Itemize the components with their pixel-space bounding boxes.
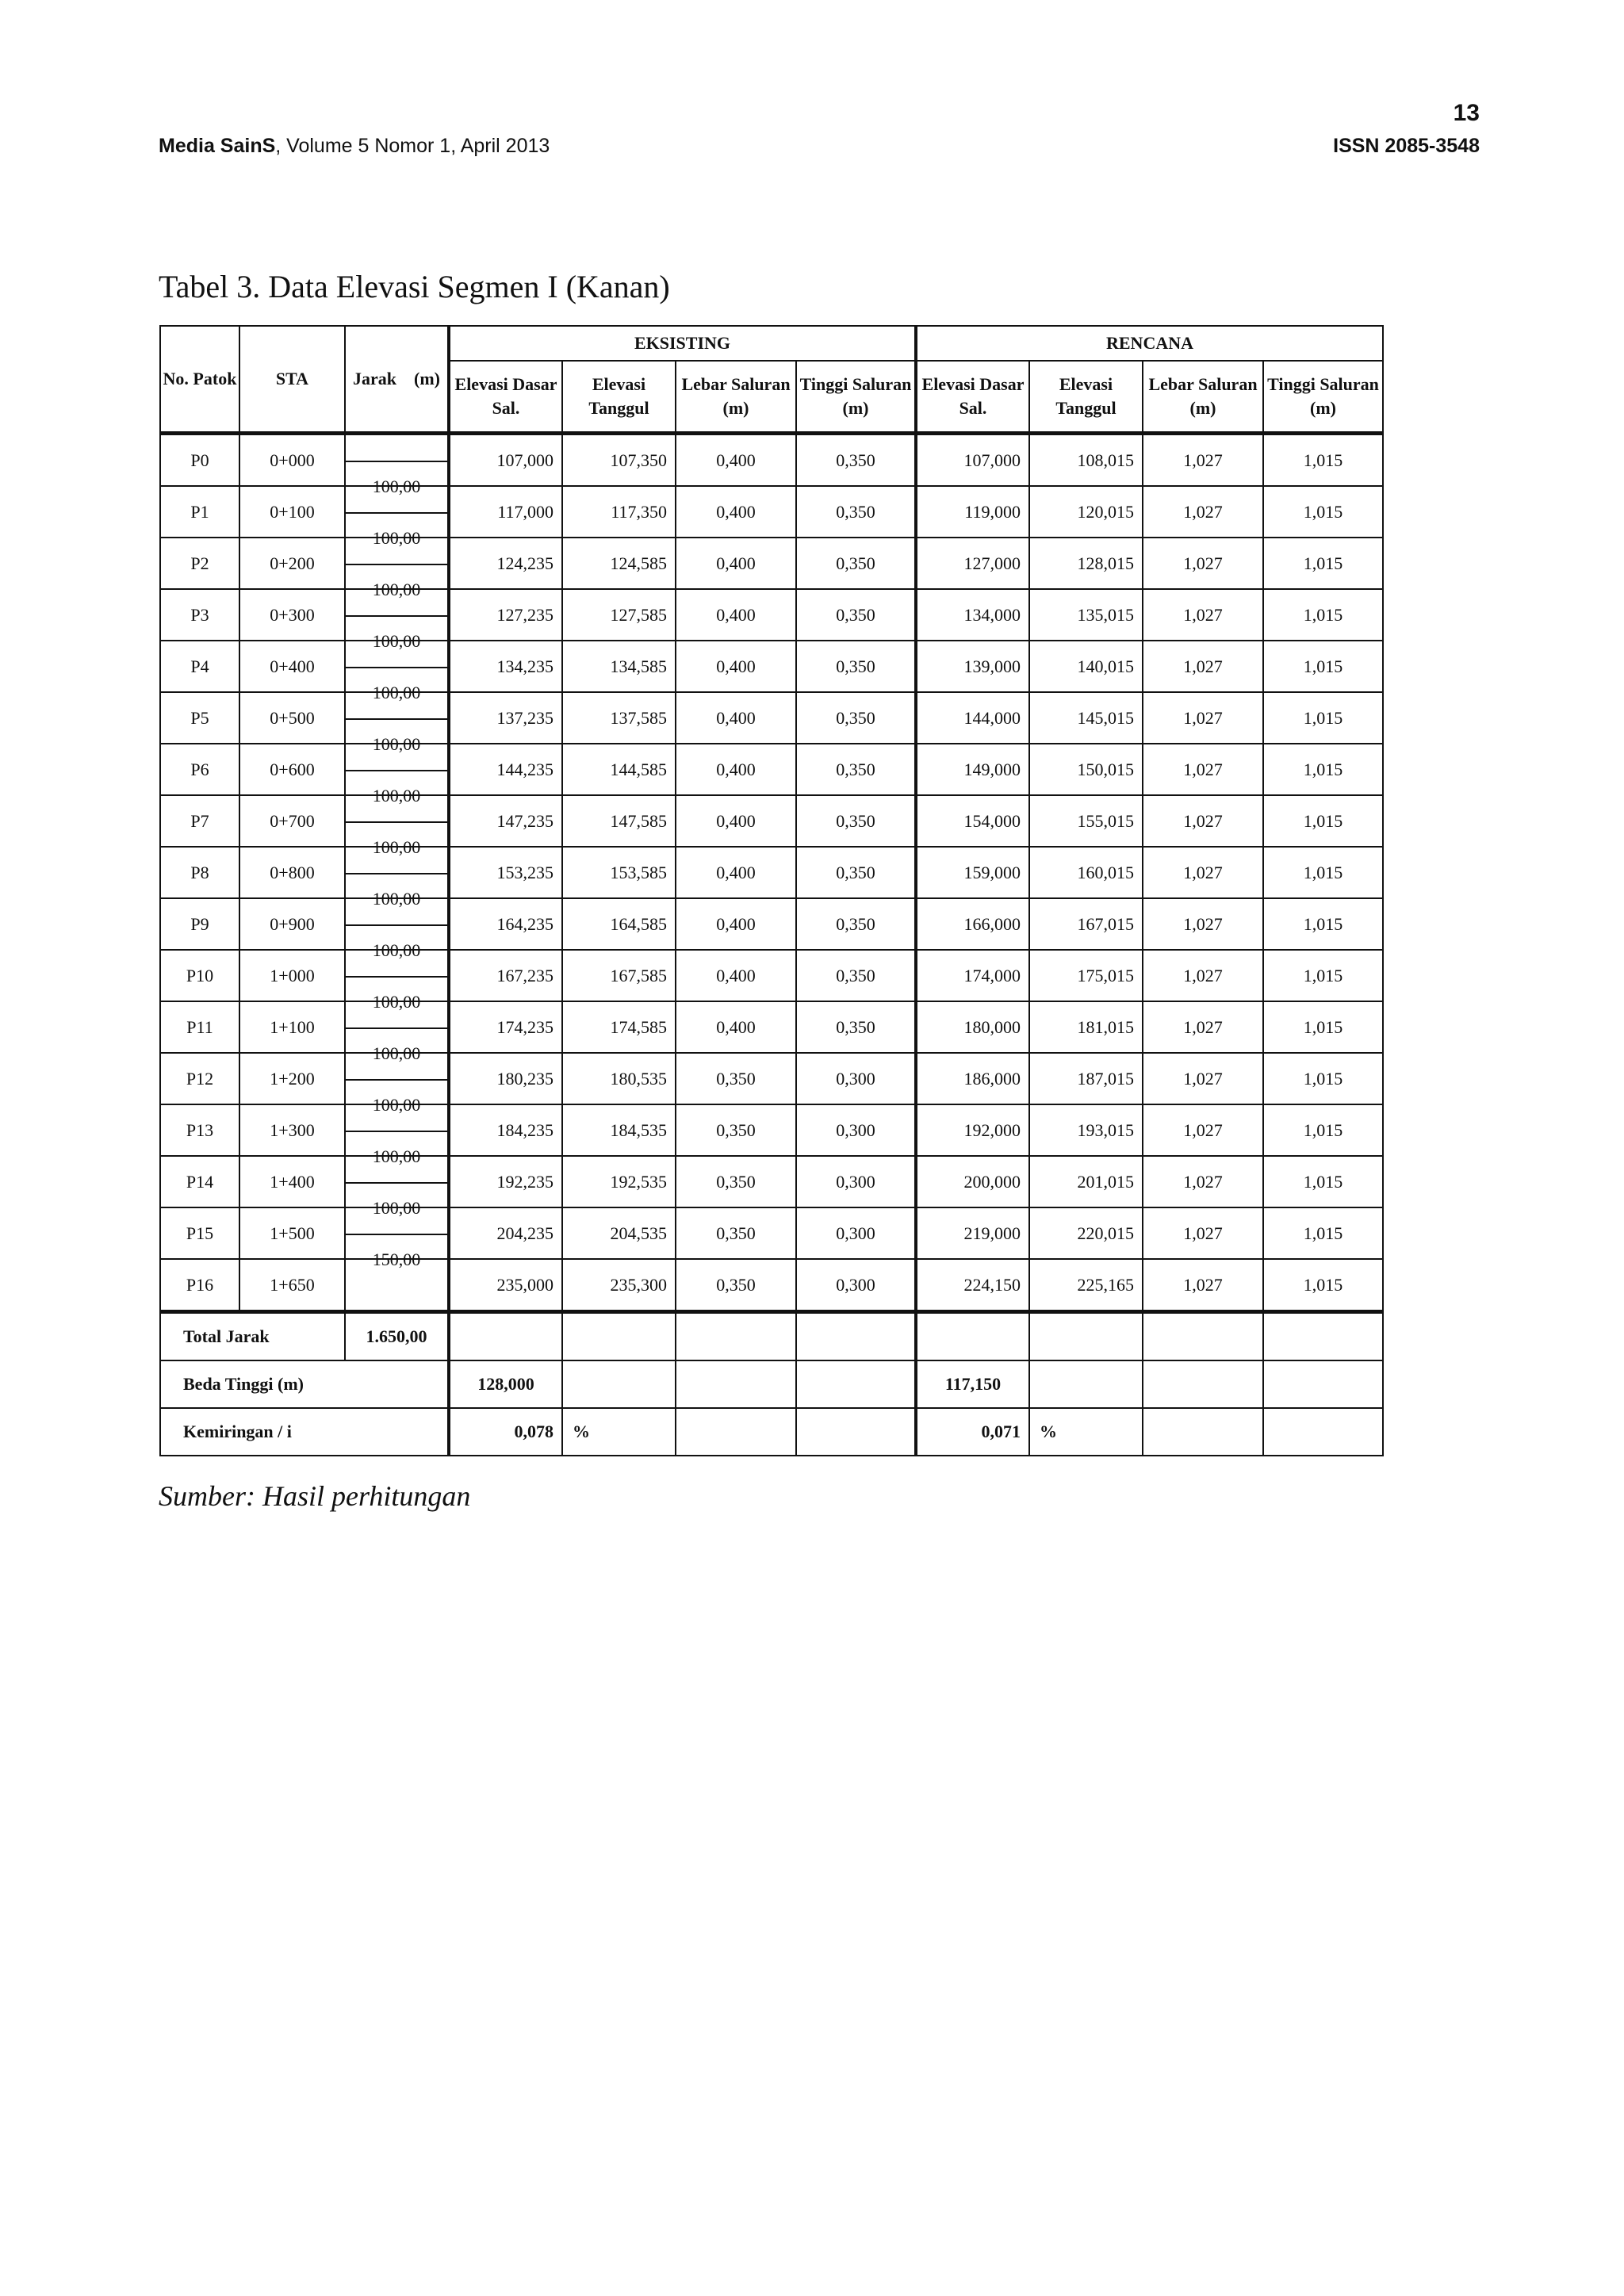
header-sta: STA xyxy=(239,326,345,434)
jarak-value: 100,00 xyxy=(372,528,421,548)
rencana-elevasi-tanggul-cell: 225,165 xyxy=(1029,1259,1143,1312)
sta-cell: 1+100 xyxy=(239,1001,345,1053)
kemiringan-eksisting: 0,078 xyxy=(449,1408,562,1456)
rencana-elevasi-dasar-cell: 192,000 xyxy=(916,1104,1029,1156)
sta-cell: 1+500 xyxy=(239,1207,345,1259)
header-eksisting-lebar-saluran: Lebar Saluran (m) xyxy=(676,361,796,434)
patok-cell: P7 xyxy=(160,795,239,847)
rencana-elevasi-tanggul-cell: 155,015 xyxy=(1029,795,1143,847)
eksisting-elevasi-tanggul-cell: 107,350 xyxy=(562,434,676,487)
rencana-lebar-cell: 1,027 xyxy=(1143,744,1263,795)
jarak-value: 100,00 xyxy=(372,1095,421,1115)
sta-cell: 1+300 xyxy=(239,1104,345,1156)
jarak-value: 100,00 xyxy=(372,940,421,960)
rencana-lebar-cell: 1,027 xyxy=(1143,795,1263,847)
eksisting-elevasi-tanggul-cell: 117,350 xyxy=(562,486,676,538)
eksisting-tinggi-cell: 0,300 xyxy=(796,1156,916,1207)
header-eksisting-tinggi-saluran: Tinggi Saluran (m) xyxy=(796,361,916,434)
rencana-tinggi-cell: 1,015 xyxy=(1263,1156,1383,1207)
rencana-lebar-cell: 1,027 xyxy=(1143,898,1263,950)
empty-cell xyxy=(562,1312,676,1361)
header-rencana: RENCANA xyxy=(916,326,1383,361)
rencana-tinggi-cell: 1,015 xyxy=(1263,1001,1383,1053)
table-row xyxy=(160,1207,1383,1259)
patok-cell: P5 xyxy=(160,692,239,744)
rencana-lebar-cell: 1,027 xyxy=(1143,434,1263,487)
eksisting-elevasi-dasar-cell: 164,235 xyxy=(449,898,562,950)
table-row xyxy=(160,950,1383,1001)
eksisting-elevasi-tanggul-cell: 144,585 xyxy=(562,744,676,795)
eksisting-tinggi-cell: 0,350 xyxy=(796,795,916,847)
patok-cell: P6 xyxy=(160,744,239,795)
eksisting-elevasi-dasar-cell: 134,235 xyxy=(449,641,562,692)
rencana-elevasi-tanggul-cell: 193,015 xyxy=(1029,1104,1143,1156)
rencana-tinggi-cell: 1,015 xyxy=(1263,744,1383,795)
eksisting-elevasi-dasar-cell: 153,235 xyxy=(449,847,562,898)
sta-cell: 0+100 xyxy=(239,486,345,538)
eksisting-tinggi-cell: 0,300 xyxy=(796,1104,916,1156)
kemiringan-eksisting-unit: % xyxy=(562,1408,676,1456)
header-eksisting-elevasi-tanggul: Elevasi Tanggul xyxy=(562,361,676,434)
sta-cell: 0+700 xyxy=(239,795,345,847)
eksisting-elevasi-tanggul-cell: 180,535 xyxy=(562,1053,676,1104)
eksisting-tinggi-cell: 0,350 xyxy=(796,898,916,950)
table-row xyxy=(160,1001,1383,1053)
page-number: 13 xyxy=(1453,100,1480,126)
total-jarak-label: Total Jarak xyxy=(160,1312,345,1361)
jarak-value: 100,00 xyxy=(372,889,421,909)
table-row xyxy=(160,744,1383,795)
rencana-elevasi-tanggul-cell: 187,015 xyxy=(1029,1053,1143,1104)
beda-tinggi-rencana: 117,150 xyxy=(916,1360,1029,1408)
jarak-value: 100,00 xyxy=(372,734,421,754)
eksisting-lebar-cell: 0,400 xyxy=(676,538,796,589)
eksisting-elevasi-tanggul-cell: 184,535 xyxy=(562,1104,676,1156)
rencana-lebar-cell: 1,027 xyxy=(1143,1053,1263,1104)
rencana-lebar-cell: 1,027 xyxy=(1143,486,1263,538)
eksisting-tinggi-cell: 0,300 xyxy=(796,1259,916,1312)
rencana-elevasi-tanggul-cell: 220,015 xyxy=(1029,1207,1143,1259)
empty-cell xyxy=(1143,1360,1263,1408)
total-jarak-value: 1.650,00 xyxy=(345,1312,449,1361)
sta-cell: 0+900 xyxy=(239,898,345,950)
rencana-tinggi-cell: 1,015 xyxy=(1263,847,1383,898)
empty-cell xyxy=(1263,1312,1383,1361)
table-row xyxy=(160,589,1383,641)
patok-cell: P3 xyxy=(160,589,239,641)
rencana-elevasi-tanggul-cell: 108,015 xyxy=(1029,434,1143,487)
jarak-value: 100,00 xyxy=(372,631,421,651)
rencana-elevasi-dasar-cell: 127,000 xyxy=(916,538,1029,589)
table-row xyxy=(160,1104,1383,1156)
table-row xyxy=(160,1156,1383,1207)
table-row xyxy=(160,641,1383,692)
empty-cell xyxy=(1263,1360,1383,1408)
patok-cell: P8 xyxy=(160,847,239,898)
sta-cell: 1+650 xyxy=(239,1259,345,1312)
table-row xyxy=(160,1053,1383,1104)
eksisting-elevasi-tanggul-cell: 153,585 xyxy=(562,847,676,898)
rencana-elevasi-dasar-cell: 219,000 xyxy=(916,1207,1029,1259)
rencana-elevasi-tanggul-cell: 201,015 xyxy=(1029,1156,1143,1207)
header-eksisting-elevasi-dasar: Elevasi Dasar Sal. xyxy=(449,361,562,434)
table-row xyxy=(160,1259,1383,1312)
jarak-value: 100,00 xyxy=(372,683,421,702)
eksisting-elevasi-tanggul-cell: 127,585 xyxy=(562,589,676,641)
rencana-elevasi-dasar-cell: 224,150 xyxy=(916,1259,1029,1312)
running-header xyxy=(159,135,1480,163)
empty-cell xyxy=(676,1408,796,1456)
eksisting-elevasi-dasar-cell: 180,235 xyxy=(449,1053,562,1104)
rencana-elevasi-tanggul-cell: 160,015 xyxy=(1029,847,1143,898)
rencana-elevasi-tanggul-cell: 150,015 xyxy=(1029,744,1143,795)
jarak-value: 100,00 xyxy=(372,1198,421,1218)
header-jarak: Jarak (m) xyxy=(345,326,449,434)
eksisting-tinggi-cell: 0,350 xyxy=(796,538,916,589)
rencana-tinggi-cell: 1,015 xyxy=(1263,898,1383,950)
eksisting-elevasi-dasar-cell: 147,235 xyxy=(449,795,562,847)
jarak-value: 100,00 xyxy=(372,992,421,1012)
rencana-elevasi-dasar-cell: 144,000 xyxy=(916,692,1029,744)
kemiringan-label: Kemiringan / i xyxy=(160,1408,449,1456)
eksisting-elevasi-dasar-cell: 174,235 xyxy=(449,1001,562,1053)
eksisting-elevasi-tanggul-cell: 235,300 xyxy=(562,1259,676,1312)
empty-cell xyxy=(796,1312,916,1361)
rencana-lebar-cell: 1,027 xyxy=(1143,589,1263,641)
header-rencana-elevasi-dasar: Elevasi Dasar Sal. xyxy=(916,361,1029,434)
empty-cell xyxy=(1143,1408,1263,1456)
kemiringan-rencana-unit: % xyxy=(1029,1408,1143,1456)
patok-cell: P14 xyxy=(160,1156,239,1207)
eksisting-lebar-cell: 0,400 xyxy=(676,898,796,950)
header-rencana-elevasi-tanggul: Elevasi Tanggul xyxy=(1029,361,1143,434)
patok-cell: P1 xyxy=(160,486,239,538)
table-row xyxy=(160,486,1383,538)
empty-cell xyxy=(916,1312,1029,1361)
eksisting-lebar-cell: 0,350 xyxy=(676,1207,796,1259)
rencana-tinggi-cell: 1,015 xyxy=(1263,1053,1383,1104)
eksisting-lebar-cell: 0,400 xyxy=(676,434,796,487)
empty-cell xyxy=(676,1360,796,1408)
eksisting-lebar-cell: 0,350 xyxy=(676,1156,796,1207)
beda-tinggi-row xyxy=(160,1360,1383,1408)
eksisting-tinggi-cell: 0,350 xyxy=(796,692,916,744)
rencana-tinggi-cell: 1,015 xyxy=(1263,641,1383,692)
eksisting-elevasi-dasar-cell: 167,235 xyxy=(449,950,562,1001)
eksisting-elevasi-tanggul-cell: 124,585 xyxy=(562,538,676,589)
eksisting-elevasi-dasar-cell: 184,235 xyxy=(449,1104,562,1156)
elevation-table xyxy=(159,325,1384,1456)
eksisting-elevasi-tanggul-cell: 147,585 xyxy=(562,795,676,847)
rencana-elevasi-tanggul-cell: 140,015 xyxy=(1029,641,1143,692)
empty-cell xyxy=(1029,1360,1143,1408)
beda-tinggi-label: Beda Tinggi (m) xyxy=(160,1360,449,1408)
eksisting-lebar-cell: 0,400 xyxy=(676,795,796,847)
eksisting-elevasi-dasar-cell: 124,235 xyxy=(449,538,562,589)
rencana-lebar-cell: 1,027 xyxy=(1143,641,1263,692)
sta-cell: 0+600 xyxy=(239,744,345,795)
journal-citation xyxy=(159,135,550,158)
beda-tinggi-eksisting: 128,000 xyxy=(449,1360,562,1408)
empty-cell xyxy=(1143,1312,1263,1361)
eksisting-elevasi-tanggul-cell: 167,585 xyxy=(562,950,676,1001)
table-caption: Tabel 3. Data Elevasi Segmen I (Kanan) xyxy=(159,269,670,304)
jarak-value: 100,00 xyxy=(372,476,421,496)
patok-cell: P9 xyxy=(160,898,239,950)
rencana-tinggi-cell: 1,015 xyxy=(1263,434,1383,487)
rencana-elevasi-dasar-cell: 149,000 xyxy=(916,744,1029,795)
eksisting-lebar-cell: 0,400 xyxy=(676,589,796,641)
eksisting-lebar-cell: 0,350 xyxy=(676,1104,796,1156)
rencana-elevasi-tanggul-cell: 135,015 xyxy=(1029,589,1143,641)
eksisting-tinggi-cell: 0,300 xyxy=(796,1207,916,1259)
table-source-note: Sumber: Hasil perhitungan xyxy=(159,1480,471,1512)
rencana-tinggi-cell: 1,015 xyxy=(1263,1104,1383,1156)
empty-cell xyxy=(1263,1408,1383,1456)
eksisting-elevasi-dasar-cell: 127,235 xyxy=(449,589,562,641)
rencana-elevasi-dasar-cell: 107,000 xyxy=(916,434,1029,487)
empty-cell xyxy=(449,1312,562,1361)
eksisting-elevasi-dasar-cell: 235,000 xyxy=(449,1259,562,1312)
rencana-elevasi-dasar-cell: 139,000 xyxy=(916,641,1029,692)
patok-cell: P0 xyxy=(160,434,239,487)
jarak-value: 100,00 xyxy=(372,1146,421,1166)
jarak-value: 100,00 xyxy=(372,786,421,806)
kemiringan-row xyxy=(160,1408,1383,1456)
table-row xyxy=(160,692,1383,744)
eksisting-lebar-cell: 0,400 xyxy=(676,950,796,1001)
rencana-elevasi-dasar-cell: 166,000 xyxy=(916,898,1029,950)
sta-cell: 0+200 xyxy=(239,538,345,589)
sta-cell: 1+200 xyxy=(239,1053,345,1104)
rencana-elevasi-tanggul-cell: 175,015 xyxy=(1029,950,1143,1001)
rencana-tinggi-cell: 1,015 xyxy=(1263,692,1383,744)
eksisting-elevasi-dasar-cell: 117,000 xyxy=(449,486,562,538)
eksisting-elevasi-dasar-cell: 144,235 xyxy=(449,744,562,795)
rencana-tinggi-cell: 1,015 xyxy=(1263,795,1383,847)
eksisting-elevasi-dasar-cell: 192,235 xyxy=(449,1156,562,1207)
journal-name: Media SainS xyxy=(159,135,276,157)
eksisting-lebar-cell: 0,400 xyxy=(676,692,796,744)
rencana-lebar-cell: 1,027 xyxy=(1143,950,1263,1001)
rencana-lebar-cell: 1,027 xyxy=(1143,538,1263,589)
sta-cell: 1+000 xyxy=(239,950,345,1001)
patok-cell: P4 xyxy=(160,641,239,692)
total-jarak-row xyxy=(160,1312,1383,1361)
eksisting-elevasi-tanggul-cell: 164,585 xyxy=(562,898,676,950)
eksisting-lebar-cell: 0,400 xyxy=(676,641,796,692)
table-row xyxy=(160,538,1383,589)
eksisting-tinggi-cell: 0,350 xyxy=(796,486,916,538)
kemiringan-rencana: 0,071 xyxy=(916,1408,1029,1456)
sta-cell: 0+500 xyxy=(239,692,345,744)
empty-cell xyxy=(796,1408,916,1456)
rencana-elevasi-dasar-cell: 174,000 xyxy=(916,950,1029,1001)
jarak-value: 150,00 xyxy=(372,1249,421,1269)
patok-cell: P13 xyxy=(160,1104,239,1156)
eksisting-elevasi-dasar-cell: 204,235 xyxy=(449,1207,562,1259)
patok-cell: P11 xyxy=(160,1001,239,1053)
empty-cell xyxy=(1029,1312,1143,1361)
header-rencana-tinggi-saluran: Tinggi Saluran (m) xyxy=(1263,361,1383,434)
rencana-elevasi-dasar-cell: 200,000 xyxy=(916,1156,1029,1207)
header-no-patok: No. Patok xyxy=(160,326,239,434)
sta-cell: 0+000 xyxy=(239,434,345,487)
eksisting-elevasi-tanggul-cell: 134,585 xyxy=(562,641,676,692)
rencana-tinggi-cell: 1,015 xyxy=(1263,1259,1383,1312)
patok-cell: P2 xyxy=(160,538,239,589)
patok-cell: P16 xyxy=(160,1259,239,1312)
rencana-lebar-cell: 1,027 xyxy=(1143,1001,1263,1053)
elevation-table-container xyxy=(159,325,1384,1456)
rencana-tinggi-cell: 1,015 xyxy=(1263,538,1383,589)
eksisting-elevasi-tanggul-cell: 204,535 xyxy=(562,1207,676,1259)
table-row xyxy=(160,434,1383,487)
header-rencana-lebar-saluran: Lebar Saluran (m) xyxy=(1143,361,1263,434)
rencana-lebar-cell: 1,027 xyxy=(1143,1104,1263,1156)
table-row xyxy=(160,898,1383,950)
eksisting-elevasi-dasar-cell: 137,235 xyxy=(449,692,562,744)
rencana-lebar-cell: 1,027 xyxy=(1143,1207,1263,1259)
rencana-elevasi-dasar-cell: 186,000 xyxy=(916,1053,1029,1104)
rencana-elevasi-tanggul-cell: 120,015 xyxy=(1029,486,1143,538)
jarak-value: 100,00 xyxy=(372,1043,421,1063)
rencana-elevasi-tanggul-cell: 181,015 xyxy=(1029,1001,1143,1053)
header-eksisting: EKSISTING xyxy=(449,326,916,361)
rencana-tinggi-cell: 1,015 xyxy=(1263,1207,1383,1259)
empty-cell xyxy=(676,1312,796,1361)
jarak-value: 100,00 xyxy=(372,837,421,857)
eksisting-tinggi-cell: 0,350 xyxy=(796,847,916,898)
eksisting-tinggi-cell: 0,350 xyxy=(796,434,916,487)
sta-cell: 0+300 xyxy=(239,589,345,641)
eksisting-lebar-cell: 0,400 xyxy=(676,1001,796,1053)
sta-cell: 1+400 xyxy=(239,1156,345,1207)
rencana-lebar-cell: 1,027 xyxy=(1143,692,1263,744)
eksisting-lebar-cell: 0,350 xyxy=(676,1053,796,1104)
eksisting-tinggi-cell: 0,350 xyxy=(796,1001,916,1053)
eksisting-tinggi-cell: 0,300 xyxy=(796,1053,916,1104)
sta-cell: 0+400 xyxy=(239,641,345,692)
empty-cell xyxy=(796,1360,916,1408)
empty-cell xyxy=(562,1360,676,1408)
patok-cell: P15 xyxy=(160,1207,239,1259)
rencana-lebar-cell: 1,027 xyxy=(1143,1259,1263,1312)
rencana-elevasi-dasar-cell: 159,000 xyxy=(916,847,1029,898)
eksisting-lebar-cell: 0,350 xyxy=(676,1259,796,1312)
eksisting-tinggi-cell: 0,350 xyxy=(796,641,916,692)
jarak-cell xyxy=(345,434,449,496)
eksisting-elevasi-tanggul-cell: 174,585 xyxy=(562,1001,676,1053)
rencana-lebar-cell: 1,027 xyxy=(1143,1156,1263,1207)
table-body xyxy=(160,434,1383,1456)
table-row xyxy=(160,847,1383,898)
rencana-elevasi-dasar-cell: 119,000 xyxy=(916,486,1029,538)
rencana-elevasi-tanggul-cell: 128,015 xyxy=(1029,538,1143,589)
eksisting-elevasi-tanggul-cell: 137,585 xyxy=(562,692,676,744)
issn: ISSN 2085-3548 xyxy=(1333,135,1480,157)
rencana-elevasi-dasar-cell: 180,000 xyxy=(916,1001,1029,1053)
rencana-tinggi-cell: 1,015 xyxy=(1263,589,1383,641)
patok-cell: P10 xyxy=(160,950,239,1001)
eksisting-lebar-cell: 0,400 xyxy=(676,744,796,795)
rencana-elevasi-tanggul-cell: 167,015 xyxy=(1029,898,1143,950)
eksisting-tinggi-cell: 0,350 xyxy=(796,950,916,1001)
rencana-elevasi-dasar-cell: 154,000 xyxy=(916,795,1029,847)
eksisting-tinggi-cell: 0,350 xyxy=(796,589,916,641)
eksisting-lebar-cell: 0,400 xyxy=(676,486,796,538)
patok-cell: P12 xyxy=(160,1053,239,1104)
rencana-tinggi-cell: 1,015 xyxy=(1263,950,1383,1001)
rencana-tinggi-cell: 1,015 xyxy=(1263,486,1383,538)
sta-cell: 0+800 xyxy=(239,847,345,898)
journal-volume: , Volume 5 Nomor 1, April 2013 xyxy=(275,135,550,157)
rencana-elevasi-tanggul-cell: 145,015 xyxy=(1029,692,1143,744)
eksisting-elevasi-tanggul-cell: 192,535 xyxy=(562,1156,676,1207)
eksisting-elevasi-dasar-cell: 107,000 xyxy=(449,434,562,487)
rencana-lebar-cell: 1,027 xyxy=(1143,847,1263,898)
eksisting-tinggi-cell: 0,350 xyxy=(796,744,916,795)
eksisting-lebar-cell: 0,400 xyxy=(676,847,796,898)
rencana-elevasi-dasar-cell: 134,000 xyxy=(916,589,1029,641)
table-row xyxy=(160,795,1383,847)
jarak-value: 100,00 xyxy=(372,580,421,599)
